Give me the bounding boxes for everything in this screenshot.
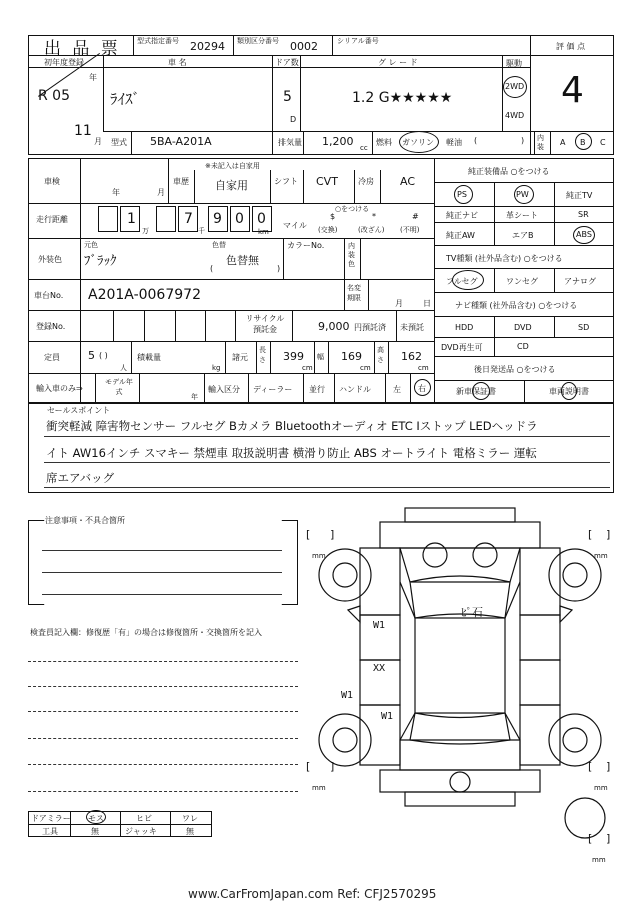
equip-manual: 車両説明書 [549, 387, 589, 396]
inspection-year-unit: 年 [112, 188, 120, 197]
displacement-value: 1,200 [322, 135, 354, 148]
tire-bracket-spare-open: [ [588, 832, 593, 845]
load-label: 積載量 [137, 353, 161, 362]
fuel-gasoline: ガソリン [402, 138, 434, 147]
light-oil-label: 軽油 [446, 138, 462, 147]
tire-mm-fr: mm [594, 552, 608, 560]
model-year-label: モデル年式 [105, 378, 133, 396]
equip-airbag: エアB [512, 231, 534, 240]
color-repaint-value: 色替無 [226, 254, 259, 267]
tire-bracket-rr-open: [ [588, 760, 593, 773]
category-no-label: 類別区分番号 [237, 37, 279, 45]
color-label: 外装色 [38, 255, 62, 264]
interior-color-label: 内装色 [348, 242, 355, 268]
mileage-unknown: (不明) [400, 226, 420, 234]
recycle-unit: 円預託済 [354, 323, 386, 332]
tire-bracket-spare-close: ] [606, 832, 611, 845]
mileage-digit-1: 1 [127, 211, 136, 227]
equip-analog: アナログ [564, 277, 596, 286]
tire-mm-rr: mm [594, 784, 608, 792]
mileage-tamper: (改ざん) [358, 226, 385, 234]
length-unit: cm [302, 364, 313, 372]
jack-label: ジャッキ [125, 827, 157, 836]
serial-label: シリアル番号 [337, 37, 379, 45]
import-parallel: 並行 [309, 385, 325, 394]
equip-genuine-label: 純正装備品 ○をつける [468, 167, 550, 176]
mileage-digit-2: 7 [184, 211, 193, 227]
tire-bracket-rl-open: [ [306, 760, 311, 773]
color-original-value: ﾌﾞﾗｯｸ [84, 254, 117, 269]
equip-tv-label: TV種類 (社外品含む) ○をつける [446, 254, 563, 263]
import-label: 輸入車のみ⇒ [36, 384, 83, 393]
displacement-label: 排気量 [278, 138, 302, 147]
jack-value: 無 [186, 827, 194, 836]
fuel-label: 燃料 [376, 138, 392, 147]
door-mirror-value: モス [88, 814, 104, 823]
category-no-value: 0002 [290, 40, 318, 53]
handle-label: ハンドル [339, 385, 371, 394]
equip-fullseg: フルセグ [446, 277, 478, 286]
equip-hdd: HDD [455, 323, 474, 332]
light-oil-paren-open: ( [474, 136, 478, 145]
interior-a: A [560, 138, 566, 147]
mileage-circle-note: ○をつける [335, 205, 370, 213]
inspection-note: ※未記入は自家用 [205, 162, 260, 170]
color-no-label: カラーNo. [287, 241, 325, 250]
caution-label: 注意事項・不具合箇所 [45, 516, 125, 525]
import-category-label: 輸入区分 [208, 385, 240, 394]
first-reg-month-unit: 月 [94, 137, 102, 146]
damage-mark-w1-c: W1 [381, 711, 394, 722]
sales-point-line-1: 衝突軽減 障害物センサー フルセグ Bカメラ Bluetoothオーディオ ETC Iストップ LEDヘッドラ [46, 419, 538, 433]
mileage-exchange: (交換) [318, 226, 338, 234]
color-paren-open: ( [210, 264, 214, 273]
crack-label: ヒビ [136, 814, 152, 823]
equip-dvd: DVD [514, 323, 532, 332]
handle-left: 左 [393, 385, 401, 394]
mileage-hash: # [412, 212, 419, 221]
shift-value: CVT [316, 175, 338, 188]
nameplate-label: 名変期限 [347, 284, 361, 302]
width-label: 幅 [317, 353, 324, 361]
interior-b: B [580, 138, 586, 147]
height-unit: cm [418, 364, 429, 372]
grade-point-label: 評 価 点 [556, 42, 586, 51]
type-no-value: 20294 [190, 40, 225, 53]
tire-mm-rl: mm [312, 784, 326, 792]
car-name-label: 車 名 [168, 58, 187, 67]
mileage-mile: マイル [283, 221, 307, 230]
capacity-paren: ( ) [99, 351, 108, 360]
first-reg-label: 初年度登録 [44, 58, 84, 67]
chassis-label: 車台No. [34, 291, 64, 300]
mileage-label: 走行距離 [36, 215, 68, 224]
recycle-value: 9,000 [318, 320, 350, 333]
recycle-unpaid: 未預託 [400, 323, 424, 332]
recycle-label: リサイクル預託金 [245, 314, 285, 334]
damage-mark-xx: XX [373, 663, 386, 674]
mileage-man: 万 [142, 227, 149, 235]
color-paren-close: ) [277, 264, 281, 273]
mileage-dollar: $ [330, 212, 336, 221]
nameplate-day: 日 [423, 299, 431, 308]
width-unit: cm [360, 364, 371, 372]
ac-label: 冷房 [358, 177, 374, 186]
equip-ps: PS [457, 190, 467, 199]
color-repaint-label: 色替 [212, 241, 226, 249]
grade-point-value: 4 [561, 70, 584, 111]
dims-label: 諸元 [232, 353, 248, 362]
interior-c: C [600, 138, 606, 147]
equip-genuine-navi: 純正ナビ [446, 211, 478, 220]
capacity-value: 5 [88, 349, 95, 362]
inspector-label: 検査員記入欄：修復歴「有」の場合は修復箇所・交換箇所を記入 [30, 628, 262, 637]
model-value: 5BA-A201A [150, 135, 212, 148]
sales-points-label: セールスポイント [47, 406, 111, 415]
first-reg-month: 11 [74, 123, 92, 139]
height-value: 162 [401, 350, 422, 363]
model-label: 型式 [111, 138, 127, 147]
mileage-digit-3: 9 [213, 211, 222, 227]
grade-name-label: グ レ ー ド [378, 58, 418, 67]
interior-label: 内装 [537, 134, 544, 151]
inspection-label: 車検 [44, 177, 60, 186]
first-reg-era: R 05 [38, 88, 70, 104]
tire-mm-fl: mm [312, 552, 326, 560]
sales-point-line-2: イト AW16インチ スマキー 禁煙車 取扱説明書 横滑り防止 ABS オートライト 電格ミラー 運転 [46, 446, 537, 460]
length-label: 長さ [259, 346, 266, 364]
color-original-label: 元色 [84, 241, 98, 249]
mileage-digit-5: 0 [257, 211, 266, 227]
damage-mark-w1-b: W1 [341, 690, 354, 701]
page-title: 出 品 票 [44, 39, 121, 59]
history-value: 自家用 [215, 179, 248, 192]
equip-oneseg: ワンセグ [506, 277, 538, 286]
equip-sd: SD [578, 323, 590, 332]
history-label: 車歴 [173, 177, 189, 186]
equip-warranty: 新車保証書 [456, 387, 496, 396]
light-oil-paren-close: ) [521, 136, 525, 145]
tire-bracket-fl-open: [ [306, 528, 311, 541]
caution-bracket [28, 520, 298, 605]
break-label: ワレ [182, 814, 198, 823]
displacement-unit: cc [360, 144, 368, 152]
doors-value: 5 [283, 89, 292, 105]
handle-right: 右 [418, 384, 426, 393]
mileage-star: * [372, 212, 376, 221]
nameplate-month: 月 [395, 299, 403, 308]
equip-cd: CD [517, 342, 529, 351]
damage-mark-hood: ﾋﾟ石 [461, 606, 483, 619]
equip-leather-seat: 革シート [506, 211, 538, 220]
type-no-label: 型式指定番号 [137, 37, 179, 45]
tire-bracket-fr-open: [ [588, 528, 593, 541]
drive-2wd: 2WD [505, 82, 525, 91]
chassis-value: A201A-0067972 [88, 287, 201, 303]
door-mirror-label: ドアミラー [31, 814, 71, 823]
registration-label: 登録No. [36, 322, 66, 331]
equip-abs: ABS [576, 230, 592, 239]
footer-watermark: www.CarFromJapan.com Ref: CFJ2570295 [188, 887, 437, 901]
length-value: 399 [283, 350, 304, 363]
tire-bracket-fr-close: ] [606, 528, 611, 541]
model-year-unit: 年 [191, 393, 198, 401]
car-name-value: ﾗｲｽﾞ [110, 90, 141, 108]
car-body-diagram [300, 500, 620, 840]
inspection-month-unit: 月 [157, 188, 165, 197]
tools-value: 無 [91, 827, 99, 836]
tire-bracket-fl-close: ] [330, 528, 335, 541]
equip-dvd-play: DVD再生可 [441, 343, 483, 352]
shift-label: シフト [274, 177, 298, 186]
width-value: 169 [341, 350, 362, 363]
first-reg-year-unit: 年 [89, 73, 97, 82]
equip-docs-label: 後日発送品 ○をつける [474, 365, 556, 374]
tire-mm-spare: mm [592, 856, 606, 864]
damage-mark-w1-a: W1 [373, 620, 386, 631]
equip-navi-label: ナビ種類 (社外品含む) ○をつける [455, 301, 578, 310]
capacity-label: 定員 [44, 353, 60, 362]
capacity-unit: 人 [120, 364, 127, 372]
mileage-digit-4: 0 [235, 211, 244, 227]
sales-point-line-3: 席エアバッグ [46, 471, 115, 485]
tire-bracket-rl-close: ] [330, 760, 335, 773]
height-label: 高さ [377, 346, 384, 364]
grade-value: 1.2 G★★★★★ [352, 90, 453, 106]
mileage-sen: 千 [198, 227, 205, 235]
load-unit: kg [212, 364, 221, 372]
drive-4wd: 4WD [505, 111, 525, 120]
doors-label: ドア数 [275, 58, 299, 67]
equip-genuine-tv: 純正TV [566, 191, 593, 200]
tire-bracket-rr-close: ] [606, 760, 611, 773]
ac-value: AC [400, 175, 416, 188]
tools-label: 工具 [42, 827, 58, 836]
mileage-km: km [258, 228, 269, 236]
drive-label: 駆動 [506, 59, 522, 68]
equip-genuine-aw: 純正AW [446, 231, 475, 240]
import-dealer: ディーラー [253, 385, 293, 394]
doors-unit: D [290, 115, 297, 124]
equip-pw: PW [516, 190, 529, 199]
equip-sr: SR [578, 210, 589, 219]
